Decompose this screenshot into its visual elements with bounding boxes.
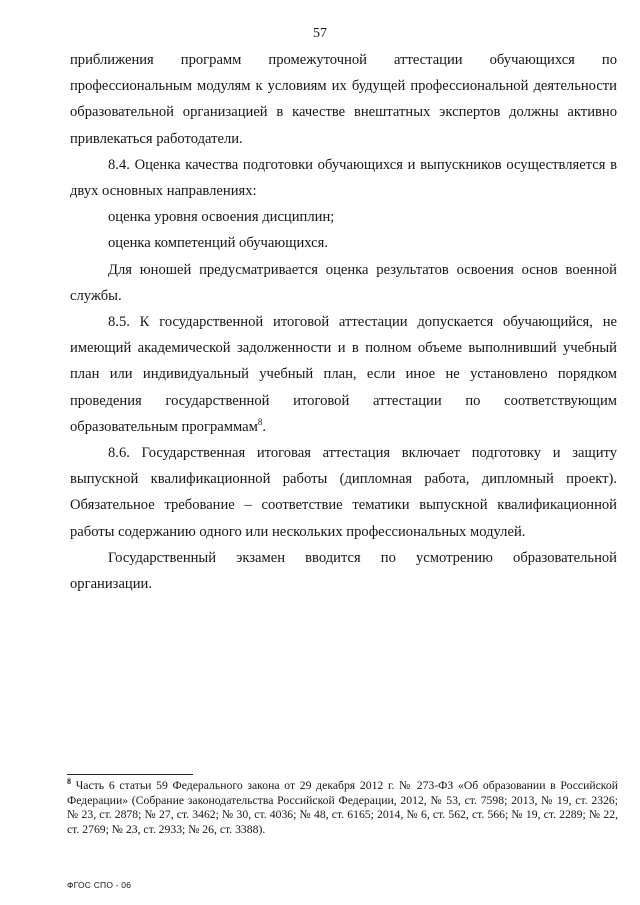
paragraph-8-5-text: 8.5. К государственной итоговой аттестации допускается обучающийся, не имеющий академической задолженности и в полном объеме выполнивший учебный план или индивидуальный учебный план, если иное не установлено порядком проведения государственной итоговой аттестации по соответствующим образовательным программам bbox=[70, 314, 617, 435]
paragraph-8-4: 8.4. Оценка качества подготовки обучающихся и выпускников осуществляется в двух основных направлениях: bbox=[70, 156, 617, 200]
footnote-text: Часть 6 статьи 59 Федерального закона от 29 декабря 2012 г. № 273-ФЗ «Об образовании в Российской Федерации» (Собрание законодательства Российской Федерации, 2012, № 53, ст. 7598; 2013, № 19, ст. 2326; № 23, ст. 2878; № 27, ст. 3462; № 30, ст. 4036; № 48, ст. 6165; 2014, № 6, ст. 562, ст. 566; № 19, ст. 2289; № 22, ст. 2769; № 23, ст. 2933; № 26, ст. 3388). bbox=[67, 779, 618, 836]
paragraph-8-5-end: . bbox=[262, 418, 266, 435]
footer-standard-code: ФГОС СПО - 06 bbox=[67, 880, 132, 890]
paragraph-8-5 bbox=[70, 309, 617, 440]
footnote-marker: 8 bbox=[67, 777, 71, 787]
page-number: 57 bbox=[313, 26, 327, 41]
footnote-divider bbox=[67, 774, 193, 775]
document-body bbox=[70, 47, 617, 597]
paragraph-employers: приближения программ промежуточной аттестации обучающихся по профессиональным модулям к условиям их будущей профессиональной деятельности образовательной организацией в качестве внештатных экспертов должны активно привлекаться работодатели. bbox=[70, 52, 617, 147]
list-item-disciplines: оценка уровня освоения дисциплин; bbox=[108, 209, 335, 226]
footnote-reference[interactable]: 8 bbox=[257, 416, 263, 427]
list-item-competencies: оценка компетенций обучающихся. bbox=[108, 235, 328, 252]
paragraph-8-6: 8.6. Государственная итоговая аттестация включает подготовку и защиту выпускной квалификационной работы (дипломная работа, дипломный проект). Обязательное требование – соответствие тематики выпускной квалификационной работы содержанию одного или нескольких профессиональных модулей. bbox=[70, 445, 617, 540]
paragraph-state-exam: Государственный экзамен вводится по усмотрению образовательной организации. bbox=[70, 549, 617, 593]
footnote bbox=[67, 779, 618, 837]
paragraph-military: Для юношей предусматривается оценка результатов освоения основ военной службы. bbox=[70, 261, 617, 304]
